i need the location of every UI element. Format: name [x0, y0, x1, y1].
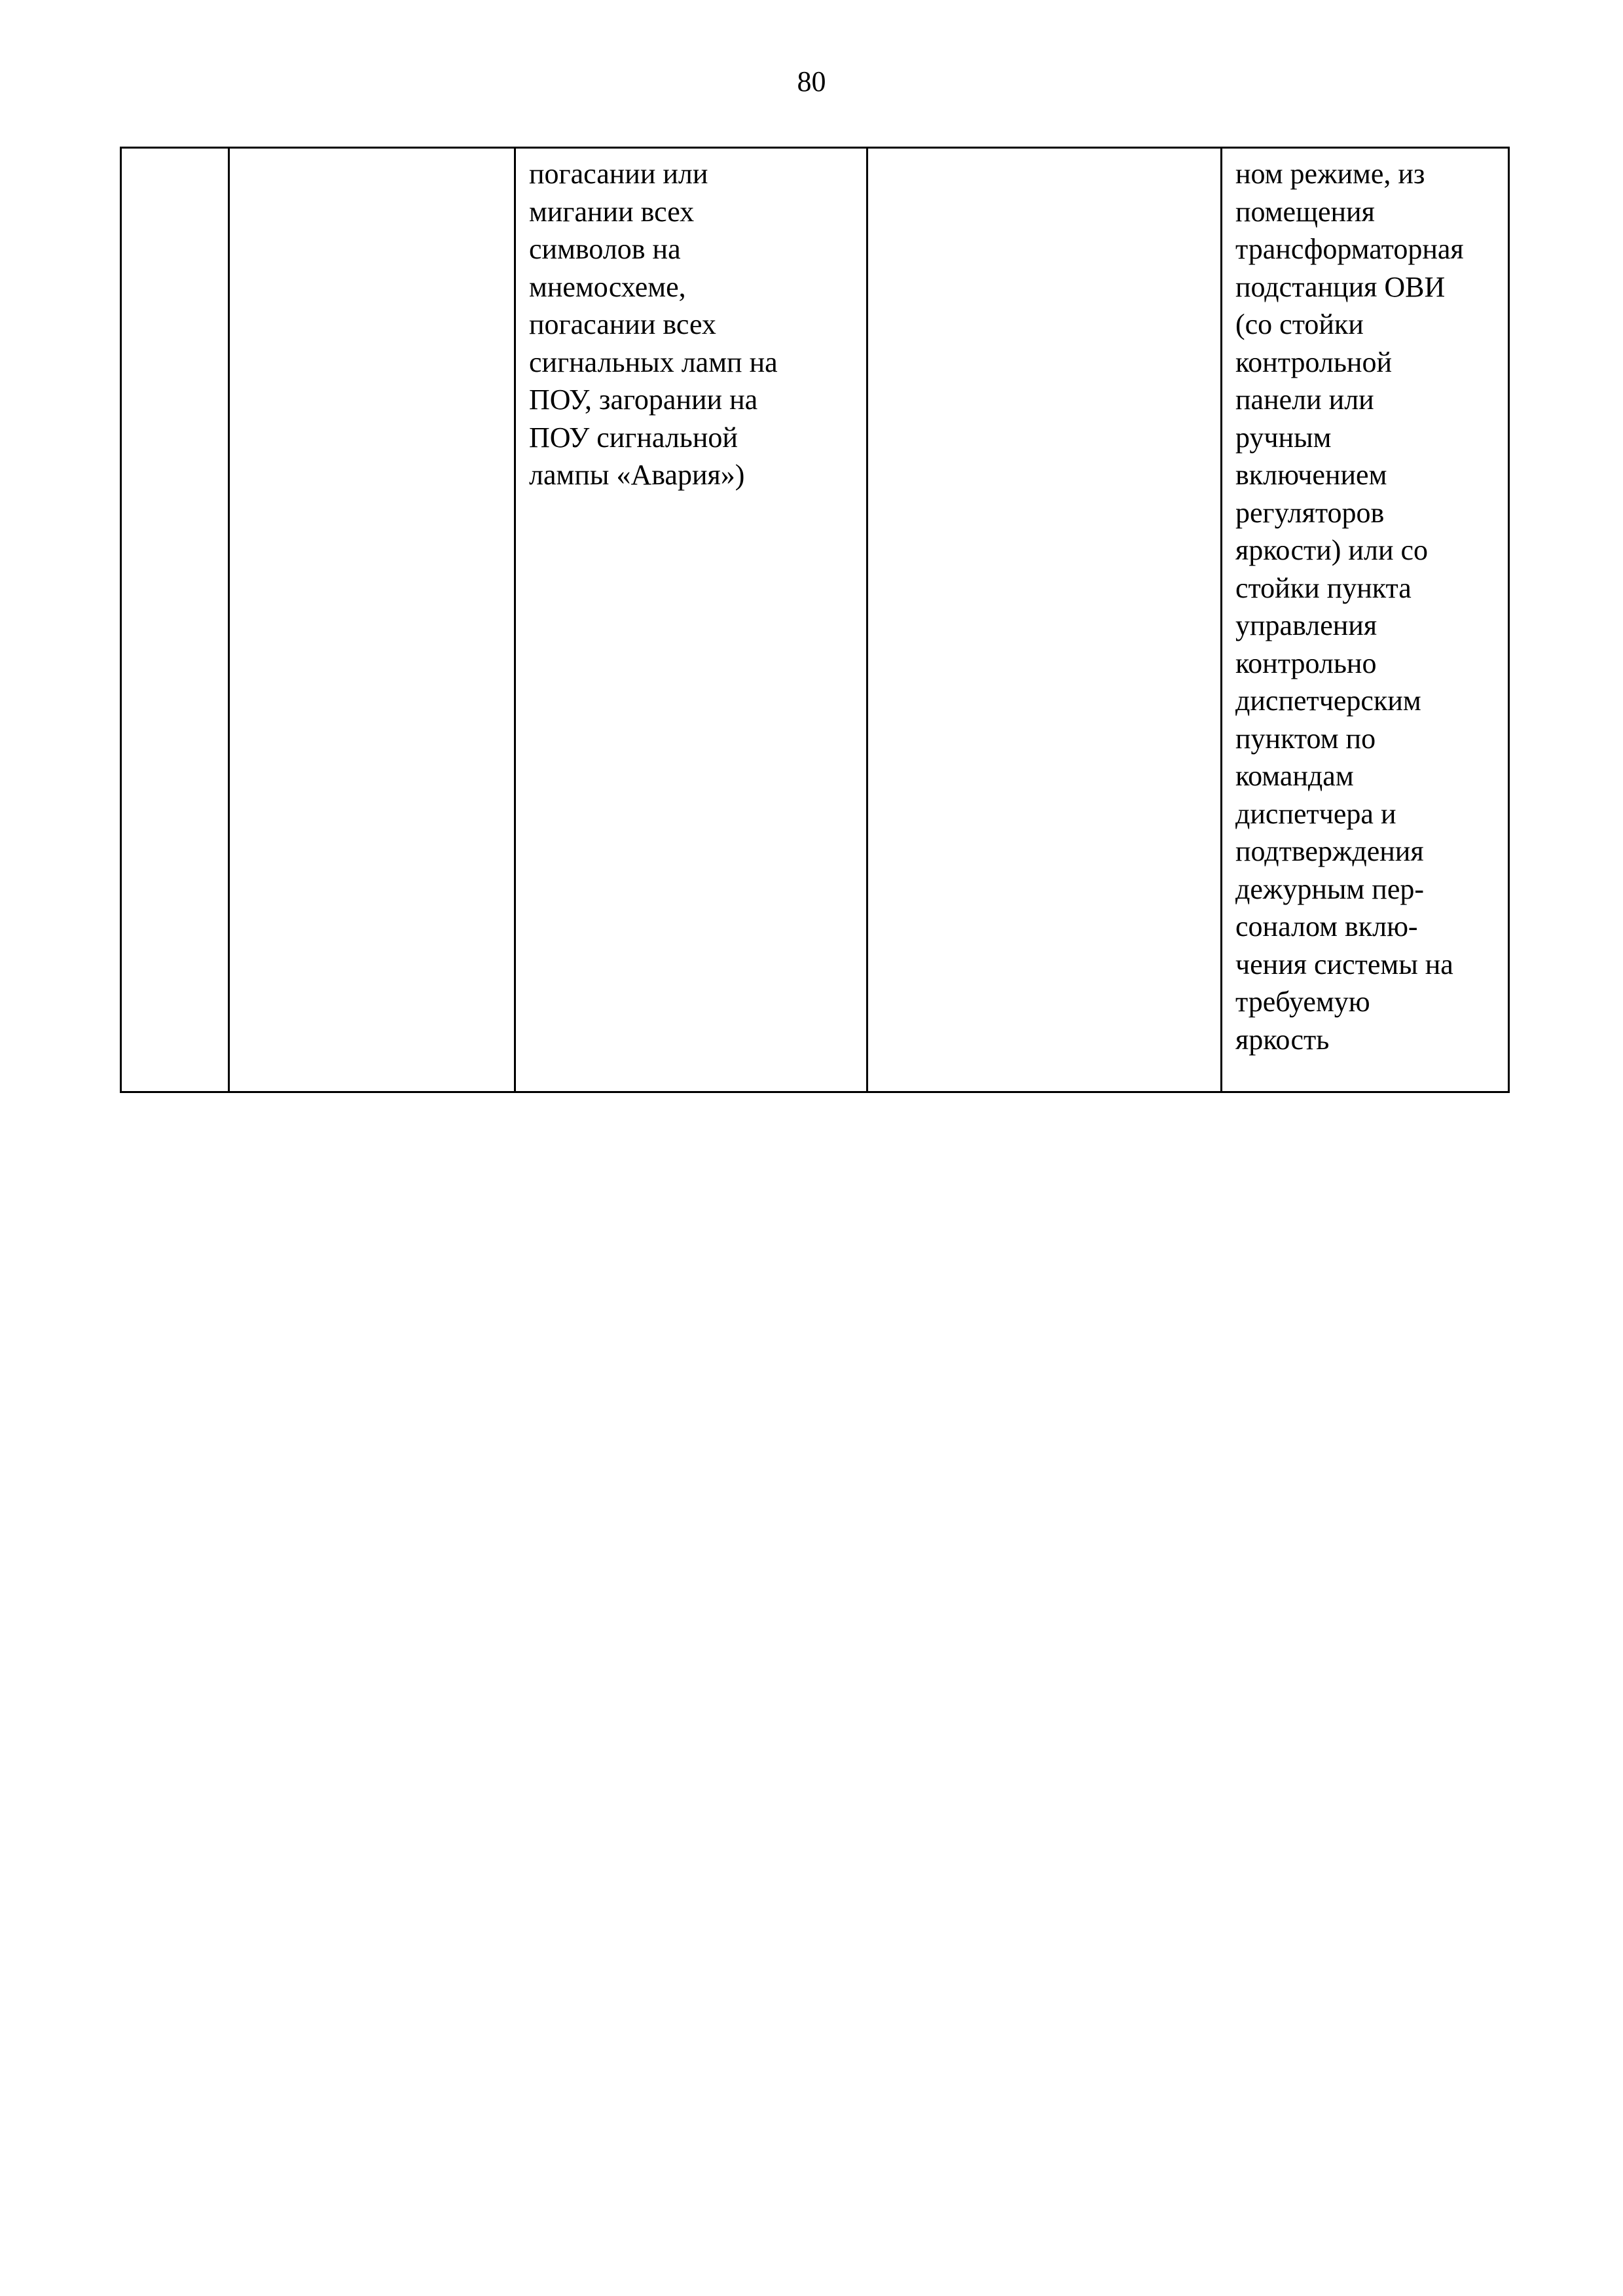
cell-text-line: соналом вклю-	[1235, 910, 1418, 942]
cell-text-line: диспетчера и	[1235, 797, 1396, 830]
cell-text-line: лампы «Авария»)	[529, 459, 745, 491]
cell-text-line: стойки пункта	[1235, 571, 1412, 604]
cell-text-line: подтверждения	[1235, 835, 1424, 867]
cell-text-line: требуемую	[1235, 986, 1370, 1018]
cell-text-line: панели или	[1235, 384, 1374, 416]
page-number: 80	[797, 65, 826, 98]
cell-text-line: трансформаторная	[1235, 233, 1464, 265]
cell-text-line: погасании или	[529, 158, 708, 190]
cell-text-line: ПОУ сигнальной	[529, 421, 738, 454]
table-cell-col5	[1222, 148, 1509, 1092]
cell-text-line: дежурным пер-	[1235, 872, 1424, 905]
document-table	[120, 147, 1510, 1093]
table-cell-col4	[867, 148, 1222, 1092]
cell-text-line: (со стойки	[1235, 308, 1364, 340]
cell-text-line: яркости) или со	[1235, 534, 1429, 566]
cell-text-line: сигнальных ламп на	[529, 346, 778, 378]
cell-text-line: яркость	[1235, 1023, 1330, 1056]
cell-text-line: ручным	[1235, 421, 1332, 454]
cell-text-line: контрольной	[1235, 346, 1392, 378]
cell-text-line: пунктом по	[1235, 722, 1376, 755]
cell-text-line: диспетчерским	[1235, 685, 1421, 717]
cell-text-line: включением	[1235, 459, 1387, 491]
cell-text-line: мнемосхеме,	[529, 270, 686, 303]
table-cell-col3	[515, 148, 867, 1092]
cell-text-line: контрольно	[1235, 647, 1377, 679]
cell-text-line: погасании всех	[529, 308, 716, 340]
cell-text-line: регуляторов	[1235, 496, 1385, 529]
table-cell-col2	[229, 148, 515, 1092]
table-cell-col1	[121, 148, 229, 1092]
cell-text-line: управления	[1235, 609, 1377, 641]
cell-text-line: чения системы на	[1235, 948, 1453, 980]
cell-text-line: командам	[1235, 760, 1354, 792]
cell-text-line: подстанция ОВИ	[1235, 270, 1446, 303]
cell-text-line: ПОУ, загорании на	[529, 384, 758, 416]
table-row	[121, 148, 1509, 1092]
cell-text-line: помещения	[1235, 195, 1375, 228]
cell-text-line: символов на	[529, 233, 681, 265]
cell-text-line: мигании всех	[529, 195, 695, 228]
cell-text-line: ном режиме, из	[1235, 158, 1425, 190]
